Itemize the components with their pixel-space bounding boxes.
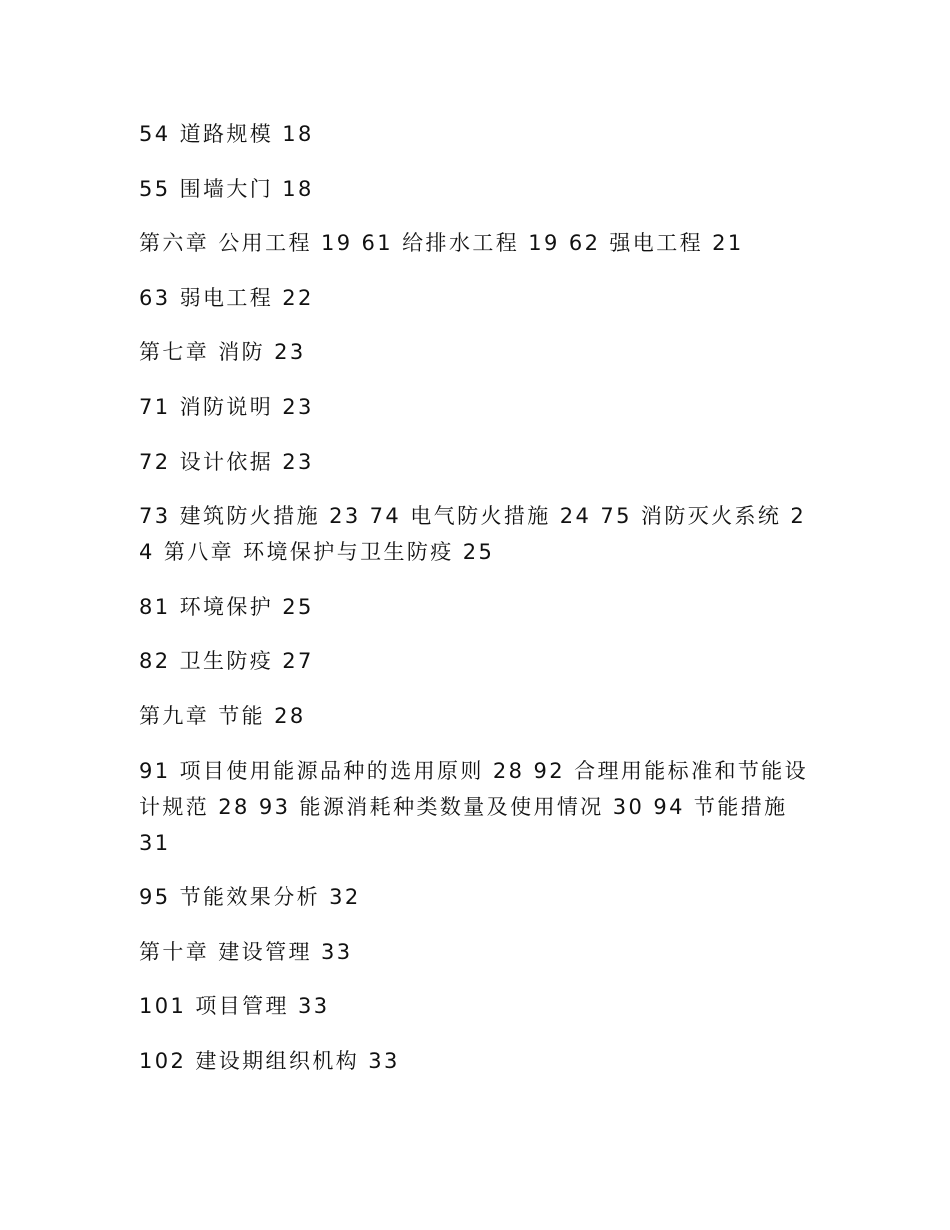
toc-entry: 63 弱电工程 22 [139,285,314,310]
table-of-contents [139,116,811,1098]
toc-entry: 71 消防说明 23 [139,394,314,419]
toc-entry: 82 卫生防疫 27 [139,649,314,674]
toc-entry: 55 围墙大门 18 [139,176,314,201]
toc-entry: 第六章 公用工程 19 61 给排水工程 19 62 强电工程 21 [139,231,744,256]
toc-entry: 第九章 节能 28 [139,703,306,728]
toc-entry: 81 环境保护 25 [139,594,314,619]
toc-entry: 95 节能效果分析 32 [139,885,361,910]
toc-entry: 91 项目使用能源品种的选用原则 28 92 合理用能标准和节能设计规范 28 93 能源消耗种类数量及使用情况 30 94 节能措施 31 [139,758,809,855]
toc-entry: 第七章 消防 23 [139,340,306,365]
toc-entry: 101 项目管理 33 [139,994,330,1019]
toc-entry: 102 建设期组织机构 33 [139,1048,400,1073]
toc-entry: 73 建筑防火措施 23 74 电气防火措施 24 75 消防灭火系统 24 第八章 环境保护与卫生防疫 25 [139,504,807,565]
toc-entry: 第十章 建设管理 33 [139,939,353,964]
toc-entry: 54 道路规模 18 [139,122,314,146]
toc-entry: 72 设计依据 23 [139,449,314,474]
